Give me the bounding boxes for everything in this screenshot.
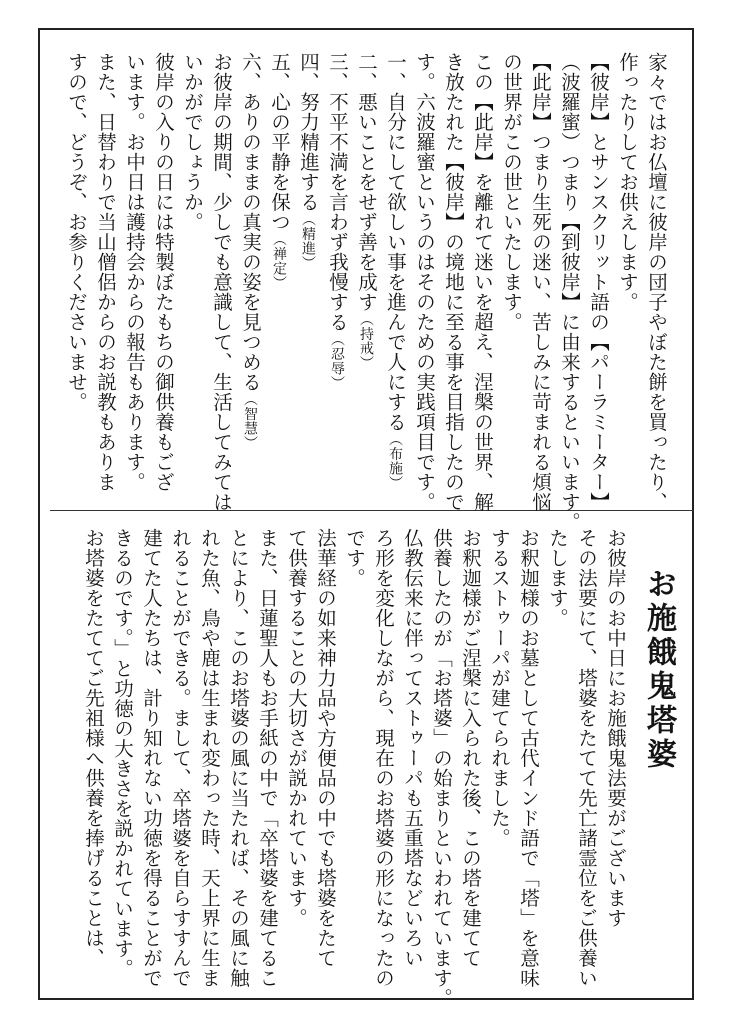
top-line-8: き放たれた【彼岸】の境地に至る事を目指したので (442, 52, 465, 512)
closing-line-6: すので、どうぞ、お参りくださいませ。 (65, 52, 88, 412)
closing-line-2: いかがでしょうか。 (181, 52, 204, 232)
bottom-line-6: お釈迦様がご涅槃に入られた後、この塔を建てて (459, 528, 482, 968)
item-number: 三、 (326, 52, 349, 92)
item-number: 六、 (239, 52, 262, 92)
bottom-line-12: て供養することの大切さが説かれています。 (285, 528, 308, 928)
practice-item-3 (325, 52, 349, 390)
bottom-line-9: ろ形を変化しながら、現在のお塔婆の形になったの (372, 528, 395, 988)
bottom-line-5: するストゥーパが建てられました。 (488, 528, 511, 848)
top-line-5: 【此岸】つまり生死の迷い、苦しみに苛まれる煩悩 (529, 52, 552, 512)
practice-item-5 (267, 52, 291, 290)
bottom-line-3: たします。 (546, 528, 569, 628)
bottom-line-14: とにより、このお塔婆の風に当たれば、その風に触 (227, 528, 250, 988)
item-number: 二、 (355, 52, 378, 92)
top-line-9: す。六波羅蜜というのはそのための実践項目です。 (413, 52, 436, 512)
closing-line-3: 彼岸の入りの日には特製ぼたもちの御供養もござ (152, 52, 175, 492)
bottom-line-13: また、日蓮聖人もお手紙の中で「卒塔婆を建てるこ (256, 528, 279, 988)
item-tag: （禅定） (271, 232, 287, 290)
closing-line-5: また、日替わりで当山僧侶からのお説教もありま (94, 52, 117, 492)
item-tag: （精進） (300, 212, 316, 270)
item-text: 自分にして欲しい事を進んで人にする (384, 92, 407, 432)
item-tag: （忍辱） (329, 332, 345, 390)
item-number: 一、 (384, 52, 407, 92)
bottom-line-2: その法要にて、塔婆をたてて先亡諸霊位をご供養い (575, 528, 598, 988)
item-tag: （持戒） (358, 312, 374, 370)
bottom-line-11: 法華経の如来神力品や方便品の中でも塔婆をたて (314, 528, 337, 968)
section-title: お施餓鬼塔婆 (641, 568, 676, 772)
closing-line-4: います。お中日は護持会からの報告もあります。 (123, 52, 146, 492)
item-text: ありのままの真実の姿を見つめる (239, 92, 262, 392)
top-line-6: の世界がこの世といたします。 (500, 52, 523, 332)
bottom-line-19: お塔婆をたててご先祖様へ供養を捧げることは、 (82, 528, 105, 968)
item-text: 悪いことをせず善を成す (355, 92, 378, 312)
top-line-1: 家々ではお仏壇に彼岸の団子やぼた餅を買ったり、 (645, 52, 668, 512)
top-line-7: この【此岸】を離れて迷いを超え、涅槃の世界、解 (471, 52, 494, 512)
top-line-4: （波羅蜜）つまり【到彼岸】に由来するといいます。 (558, 52, 581, 532)
bottom-line-7: 供養したのが「お塔婆」の始まりといわれています。 (430, 528, 453, 1008)
practice-item-4 (296, 52, 320, 270)
bottom-line-1: お彼岸のお中日にお施餓鬼法要がございます (604, 528, 627, 928)
item-text: 心の平静を保つ (268, 92, 291, 232)
closing-line-1: お彼岸の期間、少しでも意識して、生活してみては (210, 52, 233, 512)
practice-item-1 (383, 52, 407, 490)
bottom-line-10: です。 (343, 528, 366, 588)
item-number: 五、 (268, 52, 291, 92)
bottom-line-15: れた魚、鳥や鹿は生まれ変わった時、天上界に生ま (198, 528, 221, 988)
practice-item-2 (354, 52, 378, 370)
item-text: 不平不満を言わず我慢する (326, 92, 349, 332)
top-line-2: 作ったりしてお供えします。 (616, 52, 639, 312)
bottom-line-8: 仏教伝来に伴ってストゥーパも五重塔などいろい (401, 528, 424, 968)
item-number: 四、 (297, 52, 320, 92)
practice-item-6 (238, 52, 262, 450)
bottom-line-4: お釈迦様のお墓として古代インド語で「塔」を意味 (517, 528, 540, 988)
bottom-line-16: れることができる。まして、卒塔婆を自らすすんで (169, 528, 192, 988)
top-line-3: 【彼岸】とサンスクリット語の【パーラミーター】 (587, 52, 610, 512)
item-tag: （智慧） (242, 392, 258, 450)
bottom-line-18: きるのです。」と功徳の大きさを説かれています。 (111, 528, 134, 979)
item-tag: （布施） (387, 432, 403, 490)
bottom-line-17: 建てた人たちは、計り知れない功徳を得ることがで (140, 528, 163, 988)
item-text: 努力精進する (297, 92, 320, 212)
